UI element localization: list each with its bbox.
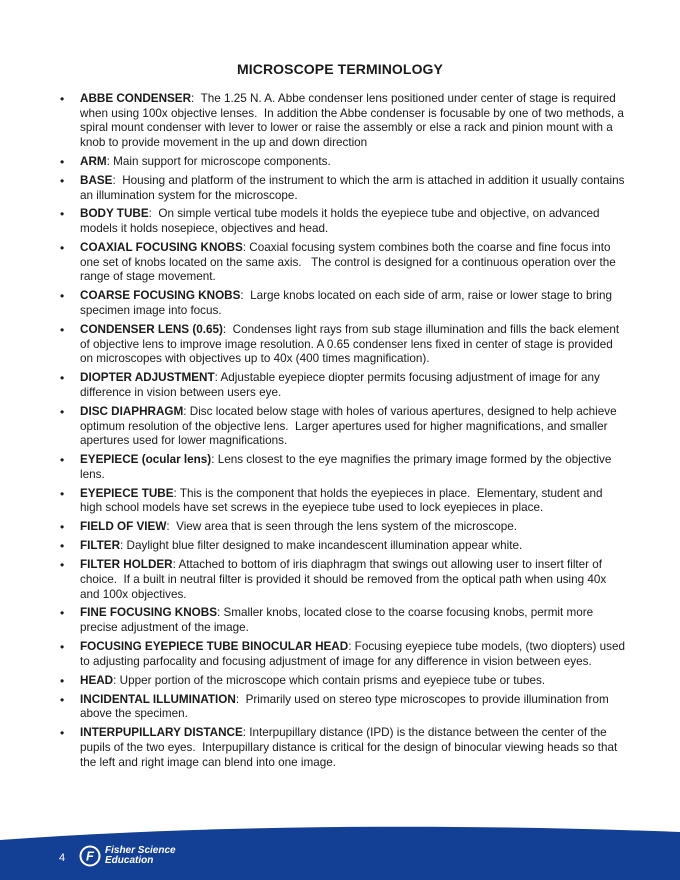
term-separator: : <box>214 371 218 385</box>
term-name: HEAD <box>80 673 114 687</box>
bullet-icon: • <box>60 558 65 573</box>
term-item <box>60 453 625 482</box>
term-item <box>60 289 625 318</box>
bullet-icon: • <box>60 322 65 337</box>
term-separator: : <box>173 486 177 500</box>
logo-line-2: Education <box>105 855 154 866</box>
bullet-icon: • <box>60 486 65 501</box>
term-item <box>60 558 625 602</box>
term-item <box>60 693 625 722</box>
term-separator: : <box>242 726 247 740</box>
term-separator: : <box>348 640 352 654</box>
bullet-icon: • <box>60 692 65 707</box>
term-item <box>60 539 625 554</box>
term-definition: Adjustable eyepiece diopter permits focusing adjustment of image for any difference in vision between users eye. <box>80 371 604 399</box>
page-title: MICROSCOPE TERMINOLOGY <box>237 61 443 77</box>
publisher-logo <box>79 845 176 867</box>
term-item <box>60 606 625 635</box>
term-separator: : <box>242 241 247 255</box>
bullet-icon: • <box>60 173 65 188</box>
term-name: ABBE CONDENSER <box>80 92 192 105</box>
term-separator: : <box>217 606 221 620</box>
logo-line-1: Fisher Science <box>105 845 176 856</box>
term-name: INTERPUPILLARY DISTANCE <box>80 726 243 740</box>
term-item <box>60 520 625 535</box>
term-definition: Primarily used on stereo type microscopes to provide illumination from above the specimen. <box>80 692 612 721</box>
term-separator: : <box>235 692 240 706</box>
term-definition: Daylight blue filter designed to make incandescent illumination appear white. <box>123 539 523 553</box>
term-definition: On simple vertical tube models it holds the eyepiece tube and objective, on advanced models it holds nosepiece, objectives and head. <box>80 207 603 236</box>
term-separator: : <box>112 173 116 187</box>
bullet-icon: • <box>60 289 65 304</box>
terminology-list <box>60 92 629 774</box>
term-definition: Coaxial focusing system combines both the coarse and fine focus into one set of knobs located on the same axis. The control is designed for a continuous operation over the range of stage movement. <box>80 241 620 284</box>
term-name: COAXIAL FOCUSING KNOBS <box>80 241 243 255</box>
term-item <box>60 173 628 203</box>
term-separator: : <box>211 453 215 467</box>
term-separator: : <box>172 558 176 572</box>
term-definition: Upper portion of the microscope which contain prisms and eyepiece tube or tubes. <box>116 673 546 687</box>
term-definition: Focusing eyepiece tube models, (two diopters) used to adjusting parfocality and focusing adjustment of image for any difference in vision between eyes. <box>80 640 629 668</box>
bullet-icon: • <box>60 539 65 554</box>
bullet-icon: • <box>60 92 65 106</box>
term-name: FIELD OF VIEW <box>80 520 167 534</box>
term-name: BASE <box>80 173 113 187</box>
term-definition: The 1.25 N. A. Abbe condenser lens positioned under center of stage is required when using 100x objective lenses. In addition the Abbe condenser is focusable by one of two methods, a spiral mount condenser with lever to lower or raise the assembly or else a rack and pinion mount with a knob to provide movement in the up and down direction <box>80 92 628 150</box>
term-item <box>60 371 625 400</box>
term-name: DISC DIAPHRAGM <box>80 404 184 418</box>
term-definition: Housing and platform of the instrument to which the arm is attached in addition it usually contains an illumination system for the microscope. <box>80 173 628 202</box>
term-separator: : <box>113 673 117 687</box>
term-separator: : <box>183 404 187 418</box>
term-name: EYEPIECE (ocular lens) <box>80 453 212 467</box>
term-name: COARSE FOCUSING KNOBS <box>80 289 241 303</box>
bullet-icon: • <box>60 726 65 741</box>
bullet-icon: • <box>60 207 65 222</box>
term-name: FINE FOCUSING KNOBS <box>80 606 218 620</box>
bullet-icon: • <box>60 404 65 419</box>
bullet-icon: • <box>60 673 65 688</box>
page-number: 4 <box>59 852 66 864</box>
term-item <box>60 487 625 516</box>
term-definition: Lens closest to the eye magnifies the primary image formed by the objective lens. <box>80 453 615 481</box>
term-name: FOCUSING EYEPIECE TUBE BINOCULAR HEAD <box>80 640 349 654</box>
term-name: ARM <box>80 155 107 168</box>
term-definition: Attached to bottom of iris diaphragm that swings out allowing user to insert filter of choice. If a built in neutral filter is provided it should be removed from the optical path when using 40x and 100x objectives. <box>80 558 610 601</box>
term-name: FILTER <box>80 539 121 553</box>
term-definition: Disc located below stage with holes of various apertures, designed to help achieve optimum resolution of the objective lens. Larger apertures used for higher magnifications, and smaller apertures used for lower magnifications. <box>80 404 620 448</box>
term-item <box>60 207 625 236</box>
term-item <box>60 640 629 669</box>
term-definition: Large knobs located on each side of arm, raise or lower stage to bring specimen image into focus. <box>80 289 616 318</box>
term-item <box>60 674 625 689</box>
term-separator: : <box>120 539 124 553</box>
term-definition: Interpupillary distance (IPD) is the distance between the center of the pupils of the two eyes. Interpupillary distance is critical for the design of binocular viewing heads so that the left and right image can blend into one image. <box>80 726 621 769</box>
bullet-icon: • <box>60 640 65 655</box>
term-definition: This is the component that holds the eyepieces in place. Elementary, student and high school models have set screws in the eyepiece tube used to lock eyepieces in place. <box>80 486 606 515</box>
term-separator: : <box>148 207 152 221</box>
term-separator: : <box>191 92 195 105</box>
term-item <box>60 405 625 449</box>
term-name: EYEPIECE TUBE <box>80 486 174 500</box>
term-name: BODY TUBE <box>80 207 149 221</box>
logo-letter: F <box>86 848 94 864</box>
term-name: DIOPTER ADJUSTMENT <box>80 371 215 385</box>
term-item <box>60 241 625 285</box>
term-separator: : <box>106 155 110 168</box>
term-item <box>60 92 628 151</box>
bullet-icon: • <box>60 453 65 468</box>
bullet-icon: • <box>60 520 65 535</box>
term-separator: : <box>166 520 170 534</box>
term-separator: : <box>222 322 227 336</box>
term-definition: Main support for microscope components. <box>109 155 331 168</box>
bullet-icon: • <box>60 371 65 386</box>
term-definition: Condenses light rays from sub stage illumination and fills the back element of objective lens to improve image resolution. A 0.65 condenser lens fixed in center of stage is provided on microscopes with objectives up to 40x (400 times magnification). <box>80 322 623 366</box>
bullet-icon: • <box>60 155 65 169</box>
term-name: INCIDENTAL ILLUMINATION <box>80 692 236 706</box>
term-item <box>60 726 625 770</box>
bullet-icon: • <box>60 241 65 256</box>
term-name: FILTER HOLDER <box>80 558 173 572</box>
term-definition: Smaller knobs, located close to the coarse focusing knobs, permit more precise adjustment of the image. <box>80 606 597 635</box>
term-name: CONDENSER LENS (0.65) <box>80 322 223 336</box>
term-separator: : <box>240 289 244 303</box>
term-item <box>60 323 625 367</box>
term-item <box>60 155 625 170</box>
fisher-logo-icon <box>79 845 101 867</box>
term-definition: View area that is seen through the lens system of the microscope. <box>169 520 517 534</box>
bullet-icon: • <box>60 606 65 621</box>
